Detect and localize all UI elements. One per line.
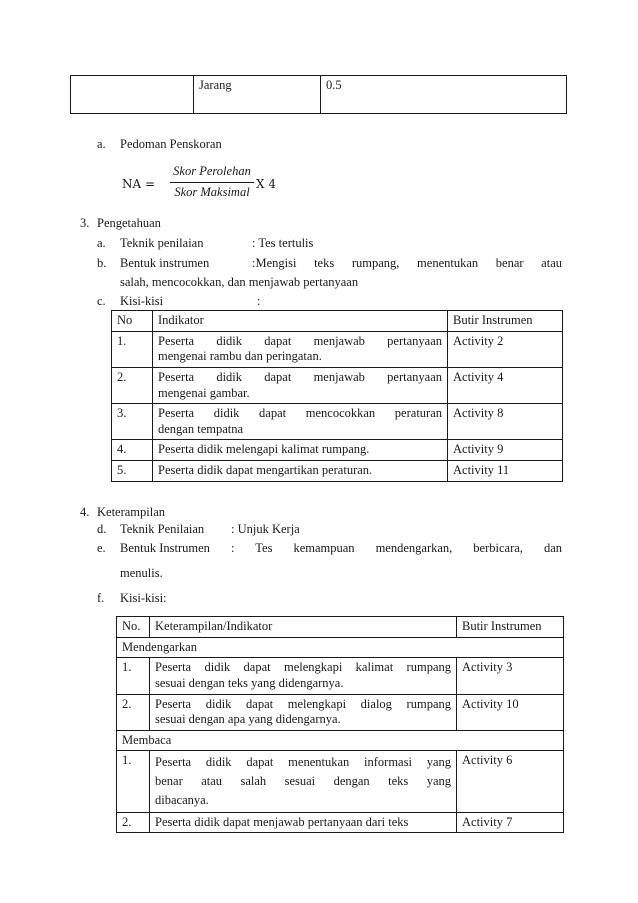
header-no: No (112, 311, 153, 332)
row-indikator-line: dengan tempatna (158, 421, 244, 436)
pedoman-title: Pedoman Penskoran (120, 137, 222, 151)
top-table (70, 75, 567, 114)
row-butir: Activity 9 (448, 440, 563, 461)
row-indikator (150, 694, 457, 730)
pedoman-label: a. (97, 137, 106, 151)
section-number: 4. (80, 505, 90, 519)
formula-rhs: X 4 (256, 177, 276, 191)
row-indikator (153, 404, 448, 440)
row-indikator-line: mengenai rambu dan peringatan. (158, 349, 322, 364)
item-value: : Unjuk Kerja (231, 522, 300, 536)
row-no: 1. (117, 658, 150, 694)
row-indikator: Peserta didik dapat mengartikan peraturan. (153, 461, 448, 482)
table-header-row (112, 311, 563, 332)
item-key: Teknik penilaian (120, 236, 204, 250)
keterampilan-table (116, 616, 564, 833)
section-membaca: Membaca (117, 730, 564, 751)
row-butir: Activity 2 (448, 331, 563, 367)
section-title: Pengetahuan (97, 216, 161, 230)
row-indikator (150, 751, 457, 812)
header-no: No. (117, 617, 150, 638)
item-key: Bentuk instrumen (120, 256, 210, 270)
table-section-row (117, 637, 564, 658)
row-no: 1. (112, 331, 153, 367)
table-cell (71, 76, 194, 114)
row-indikator-line: sesuai dengan teks yang didengarnya. (155, 675, 344, 690)
formula-denominator: Skor Maksimal (174, 184, 250, 199)
table-cell: Jarang (194, 76, 321, 114)
row-indikator-line: sesuai dengan apa yang didengarnya. (155, 712, 341, 727)
table-row (112, 461, 563, 482)
row-indikator: Peserta didik melengapi kalimat rumpang. (153, 440, 448, 461)
row-indikator-line: Peserta didik dapat menjawab pertanyaan (158, 333, 442, 348)
section-mendengarkan: Mendengarkan (117, 637, 564, 658)
table-section-row (117, 730, 564, 751)
item-key: Kisi-kisi: (120, 591, 167, 605)
item-value-cont: menulis. (120, 566, 163, 580)
section-title: Keterampilan (97, 505, 166, 519)
row-butir: Activity 8 (448, 404, 563, 440)
row-no: 2. (117, 812, 150, 833)
header-indikator: Indikator (153, 311, 448, 332)
item-label: e. (97, 541, 106, 555)
row-indikator-line: dibacanya. (155, 792, 209, 807)
row-indikator-line: benar atau salah sesuai dengan teks yang (155, 774, 451, 789)
item-value-cont: salah, mencocokkan, dan menjawab pertanyaan (120, 275, 359, 289)
row-indikator: Peserta didik dapat menjawab pertanyaan dari teks (150, 812, 457, 833)
formula-lhs: NA = (122, 177, 156, 191)
item-label: d. (97, 522, 107, 536)
section-number: 3. (80, 216, 90, 230)
header-butir: Butir Instrumen (448, 311, 563, 332)
row-no: 5. (112, 461, 153, 482)
row-butir: Activity 4 (448, 367, 563, 403)
row-butir: Activity 10 (457, 694, 564, 730)
item-value: :Mengisi teks rumpang, menentukan benar atau (252, 256, 562, 270)
table-row (117, 694, 564, 730)
table-row (112, 404, 563, 440)
row-no: 1. (117, 751, 150, 812)
table-row (112, 440, 563, 461)
item-key: Teknik Penilaian (120, 522, 205, 536)
formula-fraction (170, 164, 254, 200)
table-row (112, 331, 563, 367)
row-butir: Activity 11 (448, 461, 563, 482)
row-indikator-line: Peserta didik dapat menjawab pertanyaan (158, 369, 442, 384)
row-butir: Activity 6 (457, 751, 564, 812)
row-indikator-line: Peserta didik dapat mencocokkan peraturan (158, 406, 442, 421)
formula-numerator: Skor Perolehan (173, 164, 251, 178)
item-label: b. (97, 256, 107, 270)
row-no: 3. (112, 404, 153, 440)
header-butir: Butir Instrumen (457, 617, 564, 638)
table-row (117, 751, 564, 812)
item-value: : (257, 294, 261, 308)
table-row (117, 812, 564, 833)
item-label: a. (97, 236, 106, 250)
table-row (112, 367, 563, 403)
row-no: 2. (117, 694, 150, 730)
kisi-kisi-table (111, 310, 563, 482)
fraction-bar (170, 182, 254, 183)
row-indikator-line: mengenai gambar. (158, 385, 250, 400)
row-indikator (153, 367, 448, 403)
row-no: 2. (112, 367, 153, 403)
table-row (117, 658, 564, 694)
row-indikator (153, 331, 448, 367)
table-header-row (117, 617, 564, 638)
table-cell: 0.5 (321, 76, 567, 114)
item-key: Kisi-kisi (120, 294, 164, 308)
item-value: : Tes kemampuan mendengarkan, berbicara, dan (231, 541, 562, 555)
item-label: c. (97, 294, 106, 308)
item-label: f. (97, 591, 105, 605)
row-butir: Activity 3 (457, 658, 564, 694)
row-no: 4. (112, 440, 153, 461)
row-indikator (150, 658, 457, 694)
item-key: Bentuk Instrumen (120, 541, 210, 555)
table-row (71, 76, 567, 114)
row-indikator-line: Peserta didik dapat melengkapi dialog rumpang (155, 696, 451, 711)
row-indikator-line: Peserta didik dapat menentukan informasi yang (155, 755, 451, 770)
row-butir: Activity 7 (457, 812, 564, 833)
header-indikator: Keterampilan/Indikator (150, 617, 457, 638)
row-indikator-line: Peserta didik dapat melengkapi kalimat rumpang (155, 660, 451, 675)
item-value: : Tes tertulis (252, 236, 314, 250)
